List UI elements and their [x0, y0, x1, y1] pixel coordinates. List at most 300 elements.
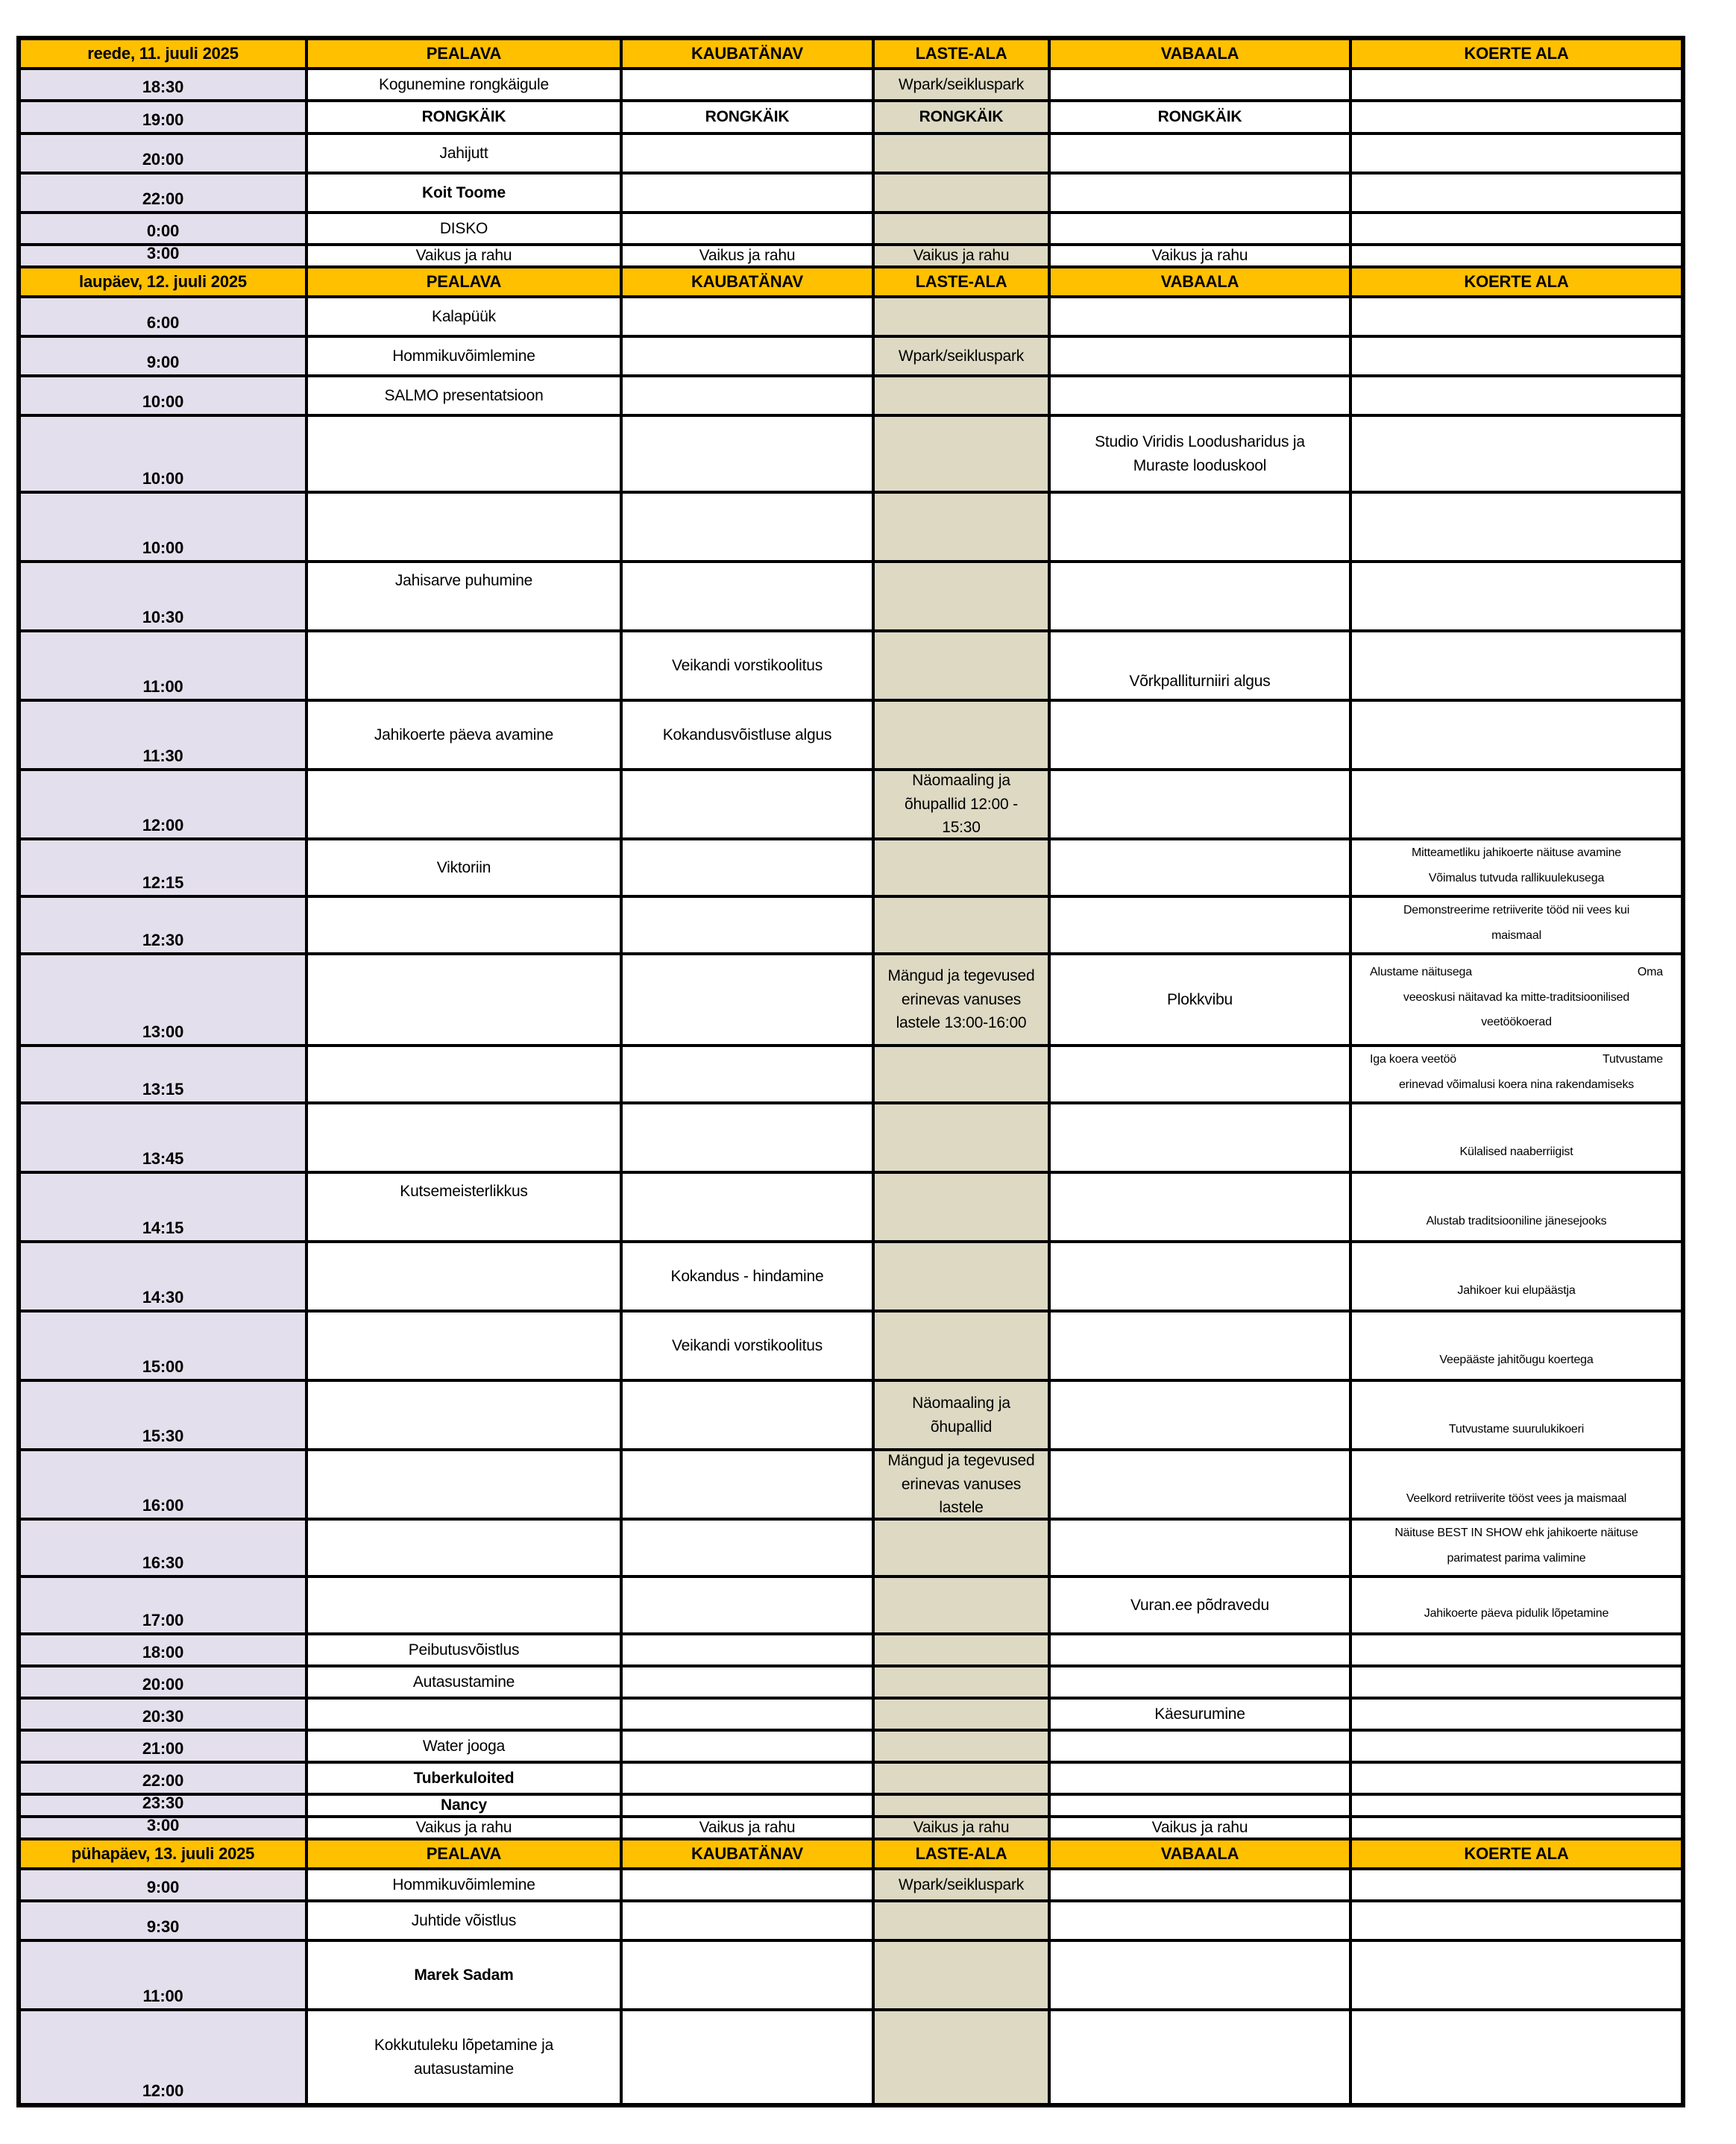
empty-cell	[1352, 102, 1681, 132]
cell-text-line-justified	[1370, 1047, 1663, 1072]
empty-cell	[1051, 1104, 1349, 1171]
cell-text: Võrkpalliturniiri algus	[1129, 672, 1271, 690]
cell-text-line: Mitteametliku jahikoerte näituse avamine	[1411, 846, 1622, 859]
empty-cell	[1051, 702, 1349, 768]
empty-cell	[623, 417, 872, 491]
schedule-cell	[623, 1313, 872, 1379]
empty-cell	[623, 1382, 872, 1448]
empty-cell	[1051, 1667, 1349, 1697]
empty-cell	[875, 1047, 1048, 1101]
empty-cell	[1352, 494, 1681, 560]
empty-cell	[623, 1104, 872, 1171]
empty-cell	[875, 1796, 1048, 1815]
cell-text-line: Näomaaling ja	[912, 1395, 1010, 1412]
empty-cell	[623, 1796, 872, 1815]
time-cell: 21:00	[21, 1732, 305, 1761]
cell-text-line: maismaal	[1491, 928, 1541, 942]
empty-cell	[1051, 1635, 1349, 1664]
schedule-cell	[875, 246, 1048, 265]
empty-cell	[1051, 175, 1349, 211]
cell-text-line: erinevad võimalusi koera nina rakendamiseks	[1398, 1078, 1635, 1091]
schedule-cell	[1352, 1243, 1681, 1310]
empty-cell	[623, 1047, 872, 1101]
cell-text: Juhtide võistlus	[411, 1911, 517, 1929]
empty-cell	[1051, 1243, 1349, 1310]
empty-cell	[623, 1667, 872, 1697]
schedule-cell	[623, 632, 872, 699]
empty-cell	[875, 175, 1048, 211]
cell-text: Hommikuvõimlemine	[392, 347, 535, 365]
cell-text-line: parimatest parima valimine	[1447, 1551, 1586, 1565]
empty-cell	[875, 1902, 1048, 1939]
empty-cell	[1051, 1942, 1349, 2008]
cell-text: Peibutusvõistlus	[408, 1641, 520, 1659]
time-cell: 10:00	[21, 417, 305, 491]
empty-cell	[1051, 338, 1349, 374]
time-cell: 23:30	[21, 1796, 305, 1815]
time-cell: 17:00	[21, 1578, 305, 1632]
cell-text-line: veeoskusi näitavad ka mitte-traditsioonilised	[1403, 990, 1630, 1004]
empty-cell	[623, 1635, 872, 1664]
schedule-cell	[1352, 1313, 1681, 1379]
empty-cell	[1051, 771, 1349, 837]
cell-text: Vaikus ja rahu	[699, 1819, 796, 1837]
empty-cell	[1051, 1796, 1349, 1815]
schedule-cell	[875, 771, 1048, 837]
empty-cell	[623, 1451, 872, 1518]
empty-cell	[875, 1732, 1048, 1761]
empty-cell	[875, 1521, 1048, 1575]
schedule-cell	[1051, 417, 1349, 491]
empty-cell	[875, 1578, 1048, 1632]
schedule-cell	[1051, 102, 1349, 132]
empty-cell	[875, 898, 1048, 952]
cell-text: Autasustamine	[412, 1673, 515, 1691]
schedule-cell	[875, 1451, 1048, 1518]
empty-cell	[1051, 1047, 1349, 1101]
cell-text-line: Näomaaling ja	[912, 772, 1010, 790]
empty-cell	[1352, 298, 1681, 335]
schedule-cell	[875, 70, 1048, 99]
cell-text: Vaikus ja rahu	[415, 1819, 512, 1837]
cell-text: Veelkord retriiverite tööst vees ja maismaal	[1406, 1492, 1627, 1506]
empty-cell	[1051, 377, 1349, 414]
schedule-cell	[1051, 632, 1349, 699]
time-cell: 11:30	[21, 702, 305, 768]
column-header-2: KAUBATÄNAV	[623, 40, 872, 67]
cell-text: Jahijutt	[439, 144, 488, 162]
cell-text-left: Alustame näitusega	[1370, 966, 1472, 979]
cell-text-line: lastele 13:00-16:00	[896, 1014, 1027, 1032]
cell-text-line: erinevas vanuses	[901, 1475, 1022, 1493]
cell-text: Wpark/seikluspark	[898, 75, 1025, 93]
time-cell: 15:30	[21, 1382, 305, 1448]
empty-cell	[1051, 214, 1349, 243]
empty-cell	[875, 632, 1048, 699]
column-header-3: LASTE-ALA	[875, 1840, 1048, 1867]
time-cell: 22:00	[21, 1764, 305, 1793]
cell-text: Wpark/seikluspark	[898, 1876, 1025, 1893]
empty-cell	[1352, 1942, 1681, 2008]
schedule-cell	[308, 1635, 620, 1664]
empty-cell	[308, 1700, 620, 1729]
cell-text-line: Demonstreerime retriiverite tööd nii vees kui	[1403, 903, 1630, 917]
schedule-cell	[875, 1870, 1048, 1899]
empty-cell	[1051, 840, 1349, 895]
empty-cell	[875, 494, 1048, 560]
empty-cell	[1051, 1382, 1349, 1448]
schedule-cell	[1352, 1578, 1681, 1632]
empty-cell	[1352, 1635, 1681, 1664]
empty-cell	[875, 1764, 1048, 1793]
schedule-cell	[308, 175, 620, 211]
empty-cell	[623, 338, 872, 374]
time-cell: 22:00	[21, 175, 305, 211]
cell-text: Jahikoer kui elupäästja	[1457, 1284, 1576, 1298]
cell-text: Hommikuvõimlemine	[392, 1876, 535, 1893]
empty-cell	[308, 1382, 620, 1448]
empty-cell	[1051, 1451, 1349, 1518]
time-cell: 10:30	[21, 563, 305, 629]
cell-text-line: Võimalus tutvuda rallikuulekusega	[1428, 871, 1605, 884]
empty-cell	[623, 494, 872, 560]
empty-cell	[1051, 1174, 1349, 1240]
schedule-cell	[623, 1243, 872, 1310]
cell-text: Vaikus ja rahu	[913, 247, 1010, 265]
schedule-cell	[623, 1818, 872, 1838]
cell-text: Veikandi vorstikoolitus	[671, 656, 823, 674]
schedule-cell	[1352, 1174, 1681, 1240]
schedule-cell	[308, 1818, 620, 1838]
schedule-cell	[308, 1667, 620, 1697]
empty-cell	[1352, 632, 1681, 699]
cell-text: Kalapüük	[432, 307, 496, 325]
empty-cell	[623, 135, 872, 172]
cell-text: Veepääste jahitõugu koertega	[1439, 1354, 1594, 1367]
schedule-cell	[308, 1764, 620, 1793]
schedule-cell	[1352, 1104, 1681, 1171]
empty-cell	[623, 771, 872, 837]
empty-cell	[1051, 494, 1349, 560]
empty-cell	[1352, 214, 1681, 243]
time-cell: 12:15	[21, 840, 305, 895]
empty-cell	[1051, 563, 1349, 629]
schedule-cell	[308, 2011, 620, 2103]
empty-cell	[308, 1313, 620, 1379]
cell-text: Nancy	[440, 1796, 488, 1814]
time-cell: 9:00	[21, 338, 305, 374]
column-header-5: KOERTE ALA	[1352, 1840, 1681, 1867]
empty-cell	[623, 298, 872, 335]
empty-cell	[1051, 1870, 1349, 1899]
cell-text-line: Mängud ja tegevused	[887, 967, 1035, 985]
empty-cell	[1051, 1764, 1349, 1793]
cell-text-line: 15:30	[942, 819, 981, 837]
cell-text: Wpark/seikluspark	[898, 347, 1025, 365]
empty-cell	[623, 1732, 872, 1761]
empty-cell	[623, 840, 872, 895]
empty-cell	[623, 377, 872, 414]
empty-cell	[623, 70, 872, 99]
empty-cell	[875, 1942, 1048, 2008]
empty-cell	[875, 214, 1048, 243]
time-cell: 0:00	[21, 214, 305, 243]
empty-cell	[875, 377, 1048, 414]
time-cell: 11:00	[21, 1942, 305, 2008]
cell-text-line: Mängud ja tegevused	[887, 1452, 1035, 1470]
cell-text-line: Näituse BEST IN SHOW ehk jahikoerte näituse	[1394, 1526, 1638, 1539]
cell-text-line: autasustamine	[414, 2060, 514, 2078]
empty-cell	[1352, 1667, 1681, 1697]
time-cell: 9:30	[21, 1902, 305, 1939]
schedule-cell	[308, 298, 620, 335]
cell-text: Tuberkuloited	[413, 1769, 515, 1787]
empty-cell	[308, 1578, 620, 1632]
time-cell: 13:45	[21, 1104, 305, 1171]
empty-cell	[1352, 1902, 1681, 1939]
cell-text: Vaikus ja rahu	[1151, 247, 1248, 265]
schedule-cell	[1352, 955, 1681, 1044]
cell-text: Käesurumine	[1154, 1705, 1245, 1723]
time-cell: 18:30	[21, 70, 305, 99]
empty-cell	[1051, 1313, 1349, 1379]
empty-cell	[875, 1313, 1048, 1379]
empty-cell	[623, 175, 872, 211]
empty-cell	[1352, 246, 1681, 265]
cell-text-line: õhupallid	[930, 1418, 993, 1436]
schedule-cell	[308, 840, 620, 895]
empty-cell	[308, 1047, 620, 1101]
cell-text: Vaikus ja rahu	[913, 1819, 1010, 1837]
empty-cell	[875, 417, 1048, 491]
time-cell: 12:00	[21, 2011, 305, 2103]
cell-text: Vaikus ja rahu	[1151, 1819, 1248, 1837]
cell-text-line: veetöökoerad	[1481, 1016, 1552, 1029]
empty-cell	[623, 1870, 872, 1899]
empty-cell	[1352, 135, 1681, 172]
cell-text-line: õhupallid 12:00 -	[905, 795, 1018, 813]
empty-cell	[623, 1942, 872, 2008]
empty-cell	[1352, 175, 1681, 211]
column-header-5: KOERTE ALA	[1352, 268, 1681, 295]
schedule-cell	[875, 102, 1048, 132]
schedule-cell	[875, 955, 1048, 1044]
time-cell: 15:00	[21, 1313, 305, 1379]
empty-cell	[308, 1451, 620, 1518]
empty-cell	[308, 955, 620, 1044]
empty-cell	[875, 1667, 1048, 1697]
empty-cell	[875, 563, 1048, 629]
empty-cell	[623, 1764, 872, 1793]
schedule-cell	[623, 702, 872, 768]
schedule-cell	[623, 102, 872, 132]
empty-cell	[623, 1174, 872, 1240]
empty-cell	[1352, 70, 1681, 99]
empty-cell	[1352, 417, 1681, 491]
time-cell: 20:30	[21, 1700, 305, 1729]
cell-text: Kokandus - hindamine	[670, 1267, 824, 1285]
empty-cell	[1051, 1902, 1349, 1939]
time-cell: 10:00	[21, 377, 305, 414]
cell-text: Vuran.ee põdravedu	[1130, 1596, 1269, 1614]
cell-text: Water jooga	[422, 1737, 506, 1755]
schedule-cell	[308, 1902, 620, 1939]
cell-text-line: erinevas vanuses	[901, 990, 1022, 1008]
cell-text: Viktoriin	[436, 858, 491, 876]
empty-cell	[623, 1700, 872, 1729]
schedule-cell	[875, 338, 1048, 374]
empty-cell	[1051, 70, 1349, 99]
empty-cell	[1352, 1700, 1681, 1729]
cell-text-left: Iga koera veetöö	[1370, 1052, 1456, 1066]
schedule-cell	[308, 1796, 620, 1815]
cell-text: Kokandusvõistluse algus	[662, 726, 832, 744]
empty-cell	[623, 214, 872, 243]
empty-cell	[1051, 135, 1349, 172]
cell-text: RONGKÄIK	[919, 108, 1004, 126]
column-header-1: PEALAVA	[308, 40, 620, 67]
schedule-cell	[308, 338, 620, 374]
time-cell: 10:00	[21, 494, 305, 560]
time-cell: 19:00	[21, 102, 305, 132]
schedule-cell	[308, 246, 620, 265]
schedule-cell	[308, 214, 620, 243]
schedule-cell	[623, 246, 872, 265]
schedule-cell	[308, 70, 620, 99]
column-header-5: KOERTE ALA	[1352, 40, 1681, 67]
schedule-cell	[1051, 1700, 1349, 1729]
schedule-cell	[308, 377, 620, 414]
column-header-3: LASTE-ALA	[875, 40, 1048, 67]
day-date: reede, 11. juuli 2025	[21, 40, 305, 67]
cell-text-line: lastele	[939, 1499, 984, 1517]
empty-cell	[308, 1104, 620, 1171]
empty-cell	[308, 494, 620, 560]
time-cell: 16:30	[21, 1521, 305, 1575]
cell-text: Vaikus ja rahu	[699, 247, 796, 265]
cell-text: Vaikus ja rahu	[415, 247, 512, 265]
cell-text: Kogunemine rongkäigule	[379, 75, 549, 93]
empty-cell	[875, 1635, 1048, 1664]
empty-cell	[623, 1578, 872, 1632]
time-cell: 12:00	[21, 771, 305, 837]
column-header-4: VABAALA	[1051, 268, 1349, 295]
schedule-cell	[1352, 1451, 1681, 1518]
time-cell: 18:00	[21, 1635, 305, 1664]
column-header-2: KAUBATÄNAV	[623, 1840, 872, 1867]
schedule-cell	[1051, 1818, 1349, 1838]
time-cell: 12:30	[21, 898, 305, 952]
empty-cell	[1352, 771, 1681, 837]
cell-text: RONGKÄIK	[705, 108, 790, 126]
time-cell: 13:00	[21, 955, 305, 1044]
empty-cell	[1352, 1796, 1681, 1815]
empty-cell	[1352, 702, 1681, 768]
schedule-table	[16, 36, 1685, 2107]
time-cell: 11:00	[21, 632, 305, 699]
empty-cell	[875, 1104, 1048, 1171]
schedule-cell	[308, 102, 620, 132]
schedule-cell	[1051, 1578, 1349, 1632]
cell-text: Jahikoerte päeva avamine	[374, 726, 554, 744]
schedule-cell	[1352, 1521, 1681, 1575]
cell-text-line: Muraste looduskool	[1133, 456, 1267, 474]
time-cell: 16:00	[21, 1451, 305, 1518]
schedule-cell	[308, 1732, 620, 1761]
cell-text-line: Kokkutuleku lõpetamine ja	[374, 2037, 554, 2054]
empty-cell	[623, 955, 872, 1044]
column-header-1: PEALAVA	[308, 1840, 620, 1867]
column-header-1: PEALAVA	[308, 268, 620, 295]
cell-text: Kutsemeisterlikkus	[400, 1183, 528, 1200]
time-cell: 13:15	[21, 1047, 305, 1101]
cell-text: Külalised naaberriigist	[1459, 1145, 1573, 1159]
cell-text-line-justified	[1370, 960, 1663, 985]
empty-cell	[1352, 1818, 1681, 1838]
schedule-cell	[1051, 955, 1349, 1044]
schedule-cell	[1352, 898, 1681, 952]
day-date: pühapäev, 13. juuli 2025	[21, 1840, 305, 1867]
empty-cell	[1352, 377, 1681, 414]
empty-cell	[1352, 338, 1681, 374]
schedule-cell	[1352, 840, 1681, 895]
cell-text: RONGKÄIK	[421, 108, 506, 126]
cell-text-right: Oma	[1637, 966, 1663, 979]
empty-cell	[875, 840, 1048, 895]
empty-cell	[875, 1243, 1048, 1310]
time-cell: 20:00	[21, 135, 305, 172]
empty-cell	[1051, 1521, 1349, 1575]
empty-cell	[1051, 898, 1349, 952]
empty-cell	[308, 771, 620, 837]
empty-cell	[308, 1243, 620, 1310]
schedule-cell	[308, 135, 620, 172]
time-cell: 9:00	[21, 1870, 305, 1899]
empty-cell	[623, 1902, 872, 1939]
cell-text: RONGKÄIK	[1157, 108, 1242, 126]
empty-cell	[623, 1521, 872, 1575]
cell-text: Marek Sadam	[414, 1966, 514, 1984]
empty-cell	[1051, 1732, 1349, 1761]
time-cell: 6:00	[21, 298, 305, 335]
empty-cell	[1352, 563, 1681, 629]
cell-text: Koit Toome	[422, 183, 506, 201]
schedule-cell	[1352, 1382, 1681, 1448]
cell-text: Jahikoerte päeva pidulik lõpetamine	[1424, 1607, 1609, 1620]
cell-text: Alustab traditsiooniline jänesejooks	[1426, 1215, 1607, 1228]
day-date: laupäev, 12. juuli 2025	[21, 268, 305, 295]
schedule-cell	[308, 1942, 620, 2008]
cell-text: Veikandi vorstikoolitus	[671, 1336, 823, 1354]
empty-cell	[875, 702, 1048, 768]
empty-cell	[308, 1521, 620, 1575]
empty-cell	[1051, 298, 1349, 335]
cell-text: Plokkvibu	[1166, 990, 1233, 1008]
empty-cell	[308, 632, 620, 699]
empty-cell	[623, 2011, 872, 2103]
cell-text: Jahisarve puhumine	[394, 572, 533, 589]
schedule-cell	[308, 563, 620, 629]
cell-text-line: Studio Viridis Loodusharidus ja	[1095, 433, 1305, 450]
empty-cell	[1051, 2011, 1349, 2103]
schedule-cell	[308, 702, 620, 768]
schedule-cell	[875, 1818, 1048, 1838]
column-header-2: KAUBATÄNAV	[623, 268, 872, 295]
empty-cell	[875, 1700, 1048, 1729]
cell-text: Tutvustame suurulukikoeri	[1448, 1423, 1585, 1436]
time-cell: 20:00	[21, 1667, 305, 1697]
empty-cell	[623, 563, 872, 629]
